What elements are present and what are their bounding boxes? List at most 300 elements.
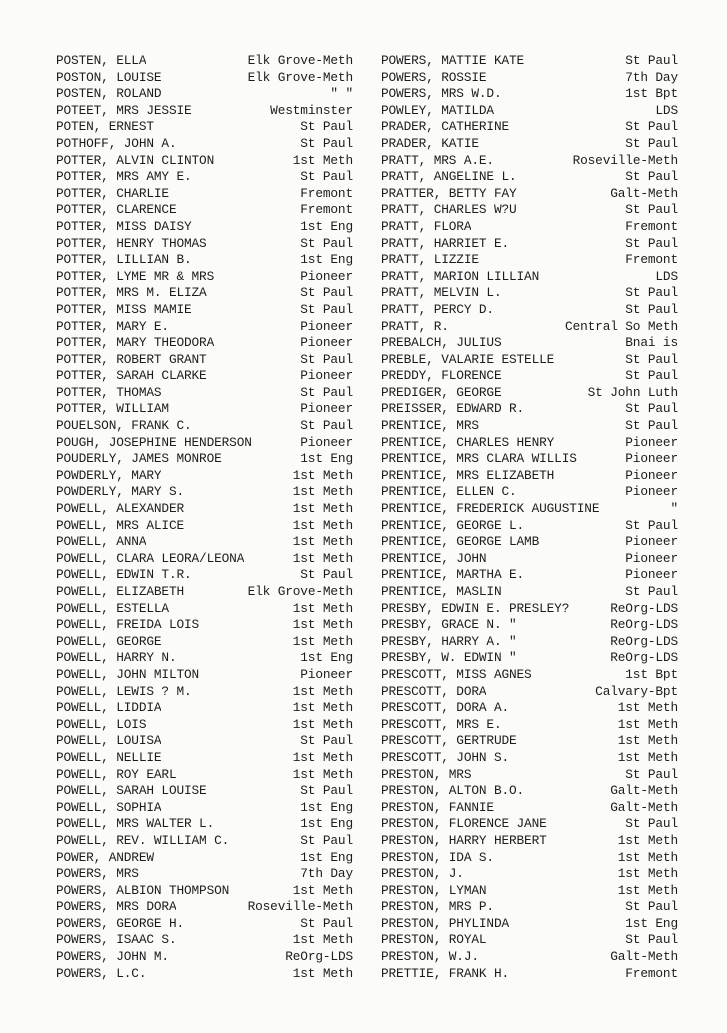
entry-church: Pioneer [625, 467, 678, 483]
list-item [381, 501, 678, 518]
list-item [381, 883, 678, 900]
list-item [381, 136, 678, 153]
entry-church: 7th Day [300, 866, 353, 882]
right-column [381, 53, 678, 982]
list-item [381, 518, 678, 535]
entry-church: St Paul [300, 783, 353, 799]
list-item [56, 949, 353, 966]
entry-church: Elk Grove-Meth [247, 53, 353, 68]
entry-church: 1st Meth [292, 467, 353, 483]
list-item [56, 850, 353, 867]
list-item [381, 202, 678, 219]
entry-church: St Paul [625, 517, 678, 533]
entry-church: 1st Meth [292, 517, 353, 533]
entry-name: POTTER, CHARLIE [56, 185, 169, 201]
entry-name: POWDERLY, MARY S. [56, 484, 184, 500]
list-item [56, 103, 353, 120]
entry-name: PRESCOTT, DORA [381, 683, 487, 699]
entry-church: 1st Meth [292, 152, 353, 168]
entry-name: POWERS, MRS W.D. [381, 86, 502, 102]
list-item [381, 269, 678, 286]
entry-church: ReOrg-LDS [610, 617, 678, 633]
entry-church: St Paul [625, 351, 678, 367]
list-item [381, 70, 678, 87]
entry-church: 1st Eng [300, 218, 353, 234]
entry-name: PRESTON, LYMAN [381, 882, 487, 898]
entry-name: PRETTIE, FRANK H. [381, 965, 509, 981]
entry-church: ReOrg-LDS [610, 600, 678, 616]
entry-name: POWELL, FREIDA LOIS [56, 617, 200, 633]
entry-church: St Paul [625, 899, 678, 915]
entry-church: 1st Meth [292, 484, 353, 500]
list-item [56, 335, 353, 352]
entry-church: St Paul [300, 119, 353, 135]
entry-name: PRENTICE, MRS ELIZABETH [381, 467, 555, 483]
entry-church: 1st Meth [292, 700, 353, 716]
entry-church: St Paul [625, 368, 678, 384]
entry-church: 1st Meth [292, 617, 353, 633]
entry-name: POTTER, MARY E. [56, 318, 169, 334]
entry-church: 1st Meth [292, 932, 353, 948]
entry-church: 1st Eng [300, 650, 353, 666]
entry-name: POTTER, MRS AMY E. [56, 169, 192, 185]
entry-name: PRENTICE, MARTHA E. [381, 567, 525, 583]
entry-church: Roseville-Meth [247, 899, 353, 915]
entry-church: Pioneer [625, 434, 678, 450]
entry-name: POWELL, EDWIN T.R. [56, 567, 192, 583]
entry-church: St Paul [300, 384, 353, 400]
list-item [381, 451, 678, 468]
list-item [56, 484, 353, 501]
entry-church: Fremont [625, 252, 678, 268]
entry-name: POTTER, SARAH CLARKE [56, 368, 207, 384]
list-item [381, 833, 678, 850]
list-item [381, 916, 678, 933]
entry-church: 1st Meth [292, 766, 353, 782]
list-item [381, 783, 678, 800]
list-item [381, 385, 678, 402]
list-item [56, 634, 353, 651]
entry-name: POSTON, LOUISE [56, 69, 162, 85]
entry-name: POWELL, REV. WILLIAM C. [56, 832, 230, 848]
list-item [56, 767, 353, 784]
entry-name: POTTER, LILLIAN B. [56, 252, 192, 268]
list-item [56, 236, 353, 253]
list-item [381, 468, 678, 485]
list-item [56, 418, 353, 435]
list-item [56, 385, 353, 402]
list-item [381, 435, 678, 452]
list-item [381, 800, 678, 817]
list-item [56, 966, 353, 983]
entry-name: POWELL, LOUISA [56, 733, 162, 749]
entry-church: Pioneer [625, 451, 678, 467]
entry-church: Galt-Meth [610, 949, 678, 965]
entry-church: Pioneer [300, 434, 353, 450]
entry-church: St Paul [625, 119, 678, 135]
entry-church: St Paul [625, 418, 678, 434]
list-item [381, 966, 678, 983]
list-item [381, 767, 678, 784]
entry-church: St Paul [625, 235, 678, 251]
entry-name: PRATT, PERCY D. [381, 301, 494, 317]
list-item [56, 650, 353, 667]
list-item [381, 932, 678, 949]
list-item [56, 783, 353, 800]
list-item [381, 899, 678, 916]
entry-church: 1st Meth [617, 700, 678, 716]
entry-name: PRATT, R. [381, 318, 449, 334]
list-item [381, 86, 678, 103]
entry-name: PRATT, FLORA [381, 218, 472, 234]
list-item [56, 202, 353, 219]
entry-name: POTTER, MISS MAMIE [56, 301, 192, 317]
entry-name: PRADER, CATHERINE [381, 119, 509, 135]
list-item [381, 53, 678, 70]
list-item [56, 186, 353, 203]
entry-church: St Paul [300, 567, 353, 583]
entry-name: POTTER, LYME MR & MRS [56, 268, 215, 284]
entry-name: POWELL, ESTELLA [56, 600, 169, 616]
entry-name: PRESTON, W.J. [381, 949, 479, 965]
entry-church: 1st Meth [292, 882, 353, 898]
entry-church: 1st Meth [292, 550, 353, 566]
entry-name: PRESTON, ALTON B.O. [381, 783, 525, 799]
entry-church: Pioneer [300, 318, 353, 334]
entry-church: St Paul [625, 816, 678, 832]
list-item [381, 700, 678, 717]
entry-name: PRENTICE, ELLEN C. [381, 484, 517, 500]
list-item [381, 866, 678, 883]
entry-name: PRESBY, EDWIN E. PRESLEY? [381, 600, 570, 616]
entry-church: St Paul [300, 351, 353, 367]
entry-church: 1st Meth [617, 849, 678, 865]
entry-name: POTTER, MRS M. ELIZA [56, 285, 207, 301]
list-item [56, 667, 353, 684]
list-item [56, 750, 353, 767]
list-item [381, 650, 678, 667]
list-item [56, 368, 353, 385]
list-item [56, 534, 353, 551]
entry-name: PRESCOTT, MISS AGNES [381, 666, 532, 682]
entry-name: POTTER, MARY THEODORA [56, 335, 215, 351]
list-item [381, 551, 678, 568]
entry-church: Fremont [300, 185, 353, 201]
list-item [56, 899, 353, 916]
list-item [381, 368, 678, 385]
list-item [56, 219, 353, 236]
entry-name: POWELL, LIDDIA [56, 700, 162, 716]
entry-name: PRENTICE, MRS CLARA WILLIS [381, 451, 577, 467]
entry-church: Roseville-Meth [572, 152, 678, 168]
entry-name: PRATT, HARRIET E. [381, 235, 509, 251]
entry-church: St Paul [300, 135, 353, 151]
entry-name: PRESTON, ROYAL [381, 932, 487, 948]
entry-name: POWERS, ALBION THOMPSON [56, 882, 230, 898]
entry-name: PRATTER, BETTY FAY [381, 185, 517, 201]
entry-church: 1st Eng [300, 799, 353, 815]
list-item [56, 551, 353, 568]
entry-church: Galt-Meth [610, 783, 678, 799]
entry-name: PRESTON, MRS [381, 766, 472, 782]
entry-name: PRESTON, FANNIE [381, 799, 494, 815]
entry-name: POWERS, JOHN M. [56, 949, 169, 965]
entry-name: PRESBY, GRACE N. " [381, 617, 517, 633]
list-item [381, 236, 678, 253]
list-item [56, 468, 353, 485]
entry-name: PRESTON, PHYLINDA [381, 915, 509, 931]
list-item [56, 302, 353, 319]
list-item [381, 684, 678, 701]
entry-church: 1st Eng [300, 849, 353, 865]
list-item [56, 684, 353, 701]
list-item [381, 319, 678, 336]
entry-name: POWELL, ELIZABETH [56, 584, 184, 599]
list-item [56, 285, 353, 302]
list-item [56, 717, 353, 734]
entry-church: St Paul [625, 135, 678, 151]
list-item [381, 418, 678, 435]
entry-name: PRENTICE, MRS [381, 418, 479, 434]
list-item [381, 103, 678, 120]
entry-name: POUDERLY, JAMES MONROE [56, 451, 222, 467]
entry-name: POWERS, GEORGE H. [56, 915, 184, 931]
entry-church: St Paul [300, 169, 353, 185]
entry-name: PREDIGER, GEORGE [381, 384, 502, 400]
entry-church: 1st Meth [617, 733, 678, 749]
list-item [56, 70, 353, 87]
entry-church: 1st Meth [617, 866, 678, 882]
list-item [56, 319, 353, 336]
list-item [381, 949, 678, 966]
entry-church: 1st Bpt [625, 666, 678, 682]
entry-name: POUELSON, FRANK C. [56, 418, 192, 434]
entry-name: PRESBY, HARRY A. " [381, 633, 517, 649]
entry-name: POWELL, JOHN MILTON [56, 666, 200, 682]
entry-church: St Paul [300, 915, 353, 931]
entry-name: POWERS, MRS DORA [56, 899, 177, 915]
entry-name: PRATT, MARION LILLIAN [381, 268, 540, 284]
entry-name: POWER, ANDREW [56, 849, 154, 865]
entry-church: Elk Grove-Meth [247, 584, 353, 599]
entry-church: St John Luth [587, 384, 678, 400]
list-item [381, 335, 678, 352]
entry-name: PRATT, ANGELINE L. [381, 169, 517, 185]
list-item [381, 584, 678, 601]
entry-church: Pioneer [300, 666, 353, 682]
entry-church: St Paul [625, 401, 678, 417]
list-item [56, 136, 353, 153]
entry-name: POTEN, ERNEST [56, 119, 154, 135]
entry-name: POWELL, SARAH LOUISE [56, 783, 207, 799]
entry-church: St Paul [300, 235, 353, 251]
entry-name: POWERS, L.C. [56, 965, 147, 981]
entry-church: St Paul [300, 301, 353, 317]
entry-church: St Paul [625, 202, 678, 218]
entry-name: PRENTICE, GEORGE LAMB [381, 534, 540, 550]
entry-church: 1st Meth [292, 534, 353, 550]
entry-church: 1st Eng [300, 252, 353, 268]
entry-church: 1st Meth [292, 501, 353, 517]
entry-name: PRESCOTT, DORA A. [381, 700, 509, 716]
entry-name: PRADER, KATIE [381, 135, 479, 151]
list-item [381, 169, 678, 186]
entry-name: POWELL, ALEXANDER [56, 501, 184, 517]
entry-church: St Paul [625, 766, 678, 782]
entry-church: St Paul [300, 733, 353, 749]
list-item [56, 800, 353, 817]
entry-church: 7th Day [625, 69, 678, 85]
entry-name: POWELL, HARRY N. [56, 650, 177, 666]
list-item [56, 518, 353, 535]
entry-name: POWELL, MRS ALICE [56, 517, 184, 533]
entry-name: POTEET, MRS JESSIE [56, 102, 192, 118]
entry-name: POTTER, ROBERT GRANT [56, 351, 207, 367]
entry-name: POTTER, ALVIN CLINTON [56, 152, 215, 168]
list-item [381, 850, 678, 867]
entry-name: POWELL, ANNA [56, 534, 147, 550]
entry-church: ReOrg-LDS [285, 949, 353, 965]
entry-name: PRESTON, FLORENCE JANE [381, 816, 547, 832]
list-item [56, 601, 353, 618]
entry-name: POWELL, CLARA LEORA/LEONA [56, 550, 245, 566]
entry-church: St Paul [300, 832, 353, 848]
entry-church: St Paul [625, 932, 678, 948]
entry-name: POSTEN, ELLA [56, 53, 147, 68]
list-item [381, 219, 678, 236]
entry-church: 1st Meth [292, 600, 353, 616]
list-item [56, 866, 353, 883]
entry-church: 1st Eng [300, 451, 353, 467]
entry-name: POTTER, CLARENCE [56, 202, 177, 218]
entry-church: " " [330, 86, 353, 102]
entry-name: PRENTICE, MASLIN [381, 584, 502, 599]
entry-name: POTHOFF, JOHN A. [56, 135, 177, 151]
list-item [56, 733, 353, 750]
entry-name: PREDDY, FLORENCE [381, 368, 502, 384]
entry-name: PRESTON, IDA S. [381, 849, 494, 865]
list-item [381, 667, 678, 684]
entry-church: 1st Meth [617, 832, 678, 848]
list-item [56, 932, 353, 949]
list-item [381, 252, 678, 269]
entry-church: 1st Meth [617, 716, 678, 732]
entry-name: POUGH, JOSEPHINE HENDERSON [56, 434, 252, 450]
left-column [56, 53, 353, 982]
entry-name: PREBLE, VALARIE ESTELLE [381, 351, 555, 367]
entry-church: Pioneer [300, 268, 353, 284]
entry-church: Elk Grove-Meth [247, 69, 353, 85]
entry-name: POWELL, SOPHIA [56, 799, 162, 815]
entry-church: ReOrg-LDS [610, 650, 678, 666]
entry-church: St Paul [625, 53, 678, 68]
entry-church: St Paul [625, 169, 678, 185]
list-item [56, 700, 353, 717]
list-item [56, 401, 353, 418]
list-item [381, 617, 678, 634]
list-item [381, 816, 678, 833]
entry-name: POWERS, ROSSIE [381, 69, 487, 85]
entry-church: St Paul [300, 285, 353, 301]
list-item [56, 833, 353, 850]
entry-church: St Paul [300, 418, 353, 434]
entry-church: Westminster [270, 102, 353, 118]
list-item [381, 733, 678, 750]
entry-church: 1st Meth [292, 965, 353, 981]
entry-church: Bnai is [625, 335, 678, 351]
list-item [381, 534, 678, 551]
entry-name: PRESCOTT, JOHN S. [381, 749, 509, 765]
entry-name: PREBALCH, JULIUS [381, 335, 502, 351]
list-item [381, 285, 678, 302]
entry-church: Fremont [625, 218, 678, 234]
entry-name: POWELL, MRS WALTER L. [56, 816, 215, 832]
entry-name: PRATT, CHARLES W?U [381, 202, 517, 218]
entry-church: 1st Eng [625, 915, 678, 931]
entry-church: 1st Meth [292, 633, 353, 649]
entry-name: PREISSER, EDWARD R. [381, 401, 525, 417]
entry-name: PRESCOTT, GERTRUDE [381, 733, 517, 749]
list-item [56, 352, 353, 369]
list-item [56, 119, 353, 136]
list-item [381, 119, 678, 136]
entry-church: Pioneer [625, 484, 678, 500]
entry-name: PRESTON, HARRY HERBERT [381, 832, 547, 848]
entry-church: LDS [655, 102, 678, 118]
entry-name: PRESTON, MRS P. [381, 899, 494, 915]
entry-church: Galt-Meth [610, 799, 678, 815]
entry-church: 1st Meth [292, 716, 353, 732]
entry-name: POWDERLY, MARY [56, 467, 162, 483]
entry-name: POWELL, NELLIE [56, 749, 162, 765]
entry-church: 1st Meth [292, 683, 353, 699]
entry-name: POSTEN, ROLAND [56, 86, 162, 102]
list-item [56, 617, 353, 634]
entry-name: POTTER, WILLIAM [56, 401, 169, 417]
list-item [56, 567, 353, 584]
list-item [381, 153, 678, 170]
list-item [56, 451, 353, 468]
list-item [381, 401, 678, 418]
entry-church: Pioneer [625, 550, 678, 566]
entry-name: PRATT, LIZZIE [381, 252, 479, 268]
entry-name: POWELL, LOIS [56, 716, 147, 732]
list-item [381, 634, 678, 651]
entry-church: Fremont [625, 965, 678, 981]
list-item [381, 567, 678, 584]
entry-name: POWELL, LEWIS ? M. [56, 683, 192, 699]
entry-church: St Paul [625, 584, 678, 599]
entry-church: " [670, 501, 678, 517]
entry-church: St Paul [625, 301, 678, 317]
entry-church: St Paul [625, 285, 678, 301]
entry-name: POTTER, HENRY THOMAS [56, 235, 207, 251]
entry-church: Pioneer [625, 534, 678, 550]
entry-church: 1st Meth [292, 749, 353, 765]
entry-name: PRESTON, J. [381, 866, 464, 882]
entry-name: POWLEY, MATILDA [381, 102, 494, 118]
list-item [56, 86, 353, 103]
entry-church: 1st Eng [300, 816, 353, 832]
list-item [381, 302, 678, 319]
entry-name: PRENTICE, JOHN [381, 550, 487, 566]
entry-church: Pioneer [625, 567, 678, 583]
entry-church: Pioneer [300, 368, 353, 384]
entry-church: Pioneer [300, 401, 353, 417]
list-item [56, 501, 353, 518]
list-item [56, 816, 353, 833]
list-item [56, 584, 353, 601]
